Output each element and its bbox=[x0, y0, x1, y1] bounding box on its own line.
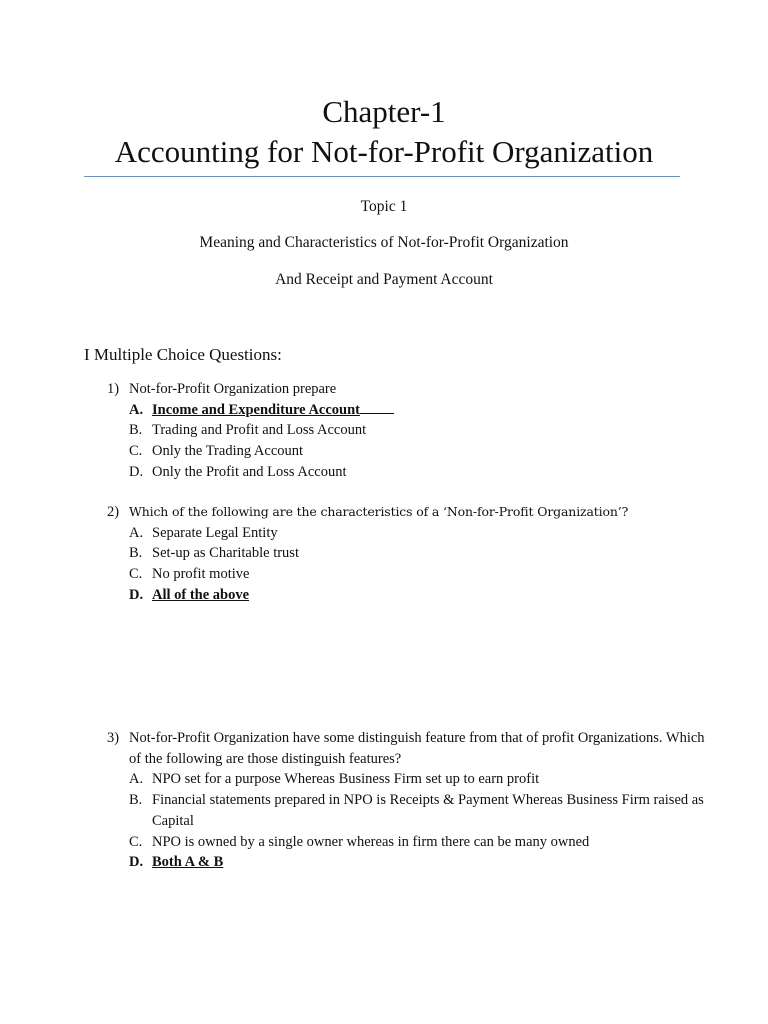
option-text-label: Income and Expenditure Account bbox=[152, 401, 360, 418]
section-heading: I Multiple Choice Questions: bbox=[84, 345, 282, 364]
question-1 bbox=[107, 379, 707, 483]
option-letter: C. bbox=[129, 566, 143, 583]
topic-label: Topic 1 bbox=[360, 198, 408, 215]
option-letter: B. bbox=[129, 545, 143, 562]
option-letter: D. bbox=[129, 586, 144, 603]
option-text: Only the Trading Account bbox=[152, 443, 304, 460]
question-text: Which of the following are the characteristics of a ‘Non-for-Profit Organization’? bbox=[129, 504, 629, 519]
option-letter: D. bbox=[129, 463, 144, 480]
question-stem bbox=[107, 728, 707, 769]
option-c bbox=[107, 441, 707, 462]
topic-subtitle-line1: Meaning and Characteristics of Not-for-Profit Organization bbox=[199, 234, 569, 251]
option-letter: C. bbox=[129, 833, 143, 850]
question-stem bbox=[107, 379, 707, 400]
option-d-correct bbox=[107, 585, 707, 606]
question-number: 2) bbox=[107, 504, 120, 520]
option-letter: A. bbox=[129, 401, 144, 418]
chapter-subtitle: Accounting for Not-for-Profit Organization bbox=[114, 134, 654, 169]
question-2 bbox=[107, 502, 707, 606]
option-letter: A. bbox=[129, 524, 144, 541]
answer-underline bbox=[360, 400, 394, 414]
option-letter: B. bbox=[129, 792, 143, 809]
option-letter: B. bbox=[129, 422, 143, 439]
option-text: No profit motive bbox=[152, 566, 250, 583]
option-letter: D. bbox=[129, 854, 144, 871]
option-text: Trading and Profit and Loss Account bbox=[152, 422, 367, 439]
question-text: Not-for-Profit Organization have some distinguish feature from that of profit Organizations. Which of the following are those distinguish features? bbox=[129, 730, 705, 767]
topic-subtitle-line2: And Receipt and Payment Account bbox=[275, 271, 493, 288]
question-3 bbox=[107, 728, 707, 873]
option-text: NPO set for a purpose Whereas Business Firm set up to earn profit bbox=[152, 771, 540, 788]
option-text: Set-up as Charitable trust bbox=[152, 545, 299, 562]
option-a-correct bbox=[107, 400, 707, 421]
question-text: Not-for-Profit Organization prepare bbox=[129, 381, 337, 397]
option-text bbox=[152, 852, 707, 873]
option-text bbox=[152, 585, 707, 606]
option-text-label: Both A & B bbox=[152, 854, 224, 871]
option-letter: C. bbox=[129, 443, 143, 460]
option-text-label: All of the above bbox=[152, 586, 250, 603]
option-d-correct bbox=[107, 852, 707, 873]
option-a bbox=[107, 769, 707, 790]
option-text: Only the Profit and Loss Account bbox=[152, 463, 347, 480]
option-d bbox=[107, 462, 707, 483]
option-b bbox=[107, 543, 707, 564]
option-text bbox=[152, 400, 707, 421]
question-number: 3) bbox=[107, 730, 120, 746]
option-c bbox=[107, 832, 707, 853]
option-c bbox=[107, 564, 707, 585]
option-text: Financial statements prepared in NPO is Receipts & Payment Whereas Business Firm raised as Capital bbox=[152, 792, 704, 829]
chapter-title: Chapter-1 bbox=[322, 94, 446, 129]
title-divider bbox=[84, 176, 680, 177]
question-number: 1) bbox=[107, 381, 120, 397]
option-a bbox=[107, 523, 707, 544]
option-b bbox=[107, 420, 707, 441]
option-b bbox=[107, 790, 707, 831]
option-letter: A. bbox=[129, 771, 144, 788]
question-stem bbox=[107, 502, 707, 523]
option-text: Separate Legal Entity bbox=[152, 524, 278, 541]
option-text: NPO is owned by a single owner whereas in firm there can be many owned bbox=[152, 833, 590, 850]
